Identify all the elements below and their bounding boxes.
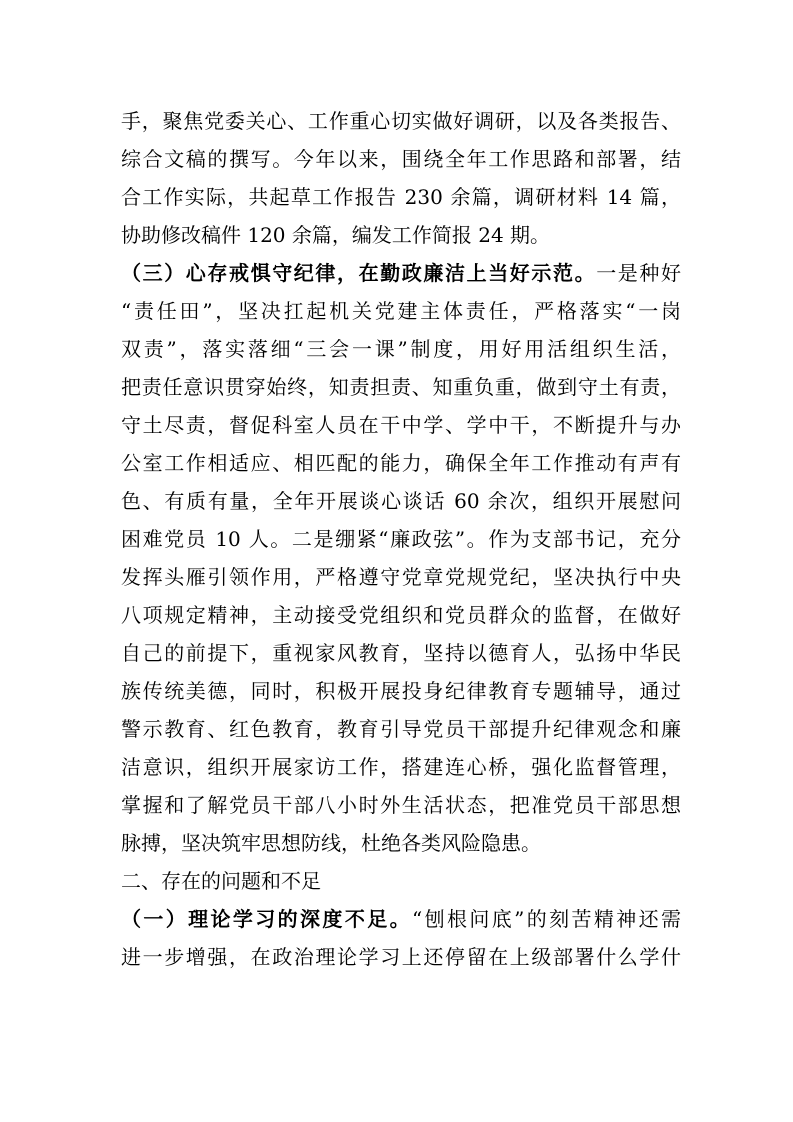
body-text-line: 协助修改稿件 120 余篇，编发工作简报 24 期。 [121, 223, 551, 247]
body-text-line: 脉搏，坚决筑牢思想防线，杜绝各类风险隐患。 [121, 831, 541, 855]
body-text-span: “刨根问底”的刻苦精神还需 [411, 907, 682, 931]
body-text-line: 八项规定精神，主动接受党组织和党员群众的监督，在做好 [121, 603, 681, 627]
body-text-span: 一是种好 [596, 261, 682, 285]
body-text-line: 自己的前提下，重视家风教育，坚持以德育人，弘扬中华民 [121, 641, 681, 665]
body-text-line: 把责任意识贯穿始终，知责担责、知重负重，做到守土有责， [121, 375, 681, 399]
body-text-line: 色、有质有量，全年开展谈心谈话 60 余次，组织开展慰问 [121, 489, 681, 513]
section-paragraph-one [121, 901, 681, 937]
body-text-line: 族传统美德，同时，积极开展投身纪律教育专题辅导，通过 [121, 679, 681, 703]
body-text-line: 公室工作相适应、相匹配的能力，确保全年工作推动有声有 [121, 451, 681, 475]
body-text-line: 综合文稿的撰写。今年以来，围绕全年工作思路和部署，结 [121, 147, 681, 171]
body-text-line: 洁意识，组织开展家访工作，搭建连心桥，强化监督管理， [121, 755, 681, 779]
body-text-line: 进一步增强，在政治理论学习上还停留在上级部署什么学什 [121, 945, 681, 969]
body-text-line: 掌握和了解党员干部八小时外生活状态，把准党员干部思想 [121, 793, 681, 817]
body-text-line: 双责”，落实落细“三会一课”制度，用好用活组织生活， [121, 337, 681, 361]
section-heading-three: （三）心存戒惧守纪律，在勤政廉洁上当好示范。 [121, 261, 597, 285]
body-text-line: 困难党员 10 人。二是绷紧“廉政弦”。作为支部书记，充分 [121, 527, 681, 551]
section-heading-one: （一）理论学习的深度不足。 [121, 907, 412, 931]
body-text-line: 守土尽责，督促科室人员在干中学、学中干，不断提升与办 [121, 413, 681, 437]
body-text-line: 警示教育、红色教育，教育引导党员干部提升纪律观念和廉 [121, 717, 681, 741]
body-text-line: “责任田”，坚决扛起机关党建主体责任，严格落实“一岗 [121, 299, 681, 323]
section-paragraph-three [121, 255, 681, 291]
section-title-problems: 二、存在的问题和不足 [121, 869, 321, 893]
body-text-line: 合工作实际，共起草工作报告 230 余篇，调研材料 14 篇， [121, 185, 681, 209]
body-text-line: 手，聚焦党委关心、工作重心切实做好调研，以及各类报告、 [121, 109, 681, 133]
body-text-line: 发挥头雁引领作用，严格遵守党章党规党纪，坚决执行中央 [121, 565, 681, 589]
